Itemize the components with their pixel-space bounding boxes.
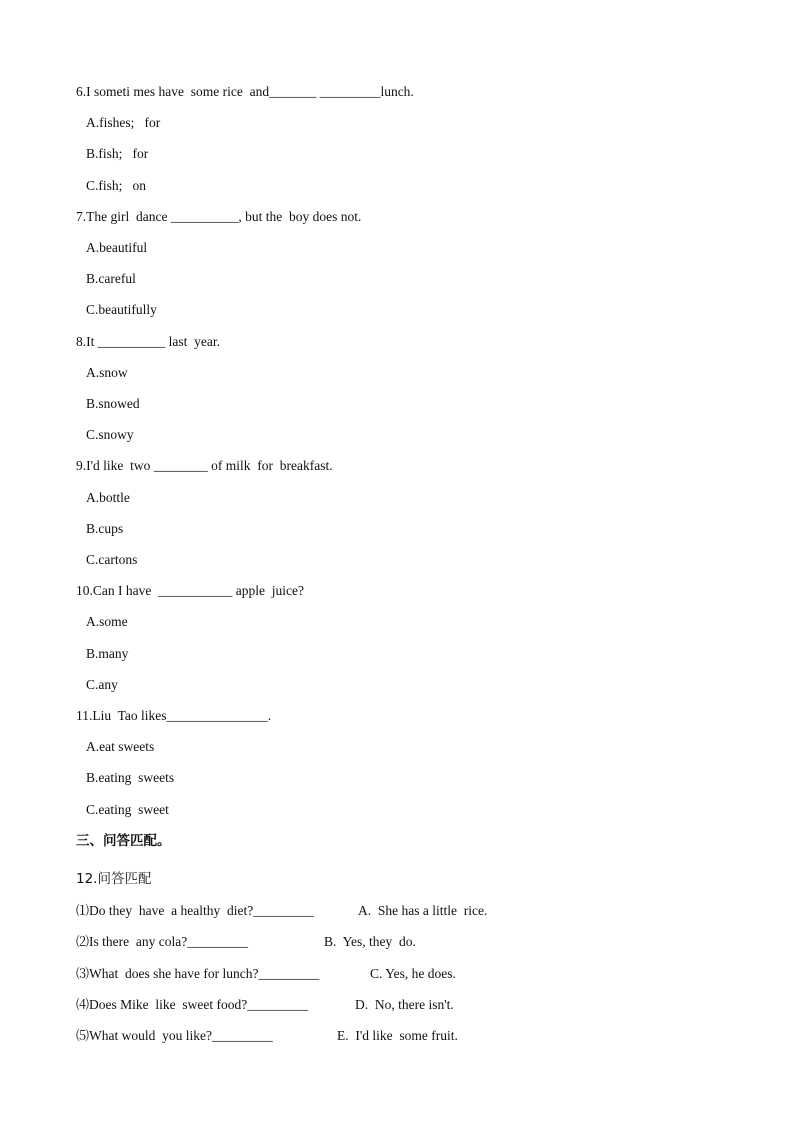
match-answer: E. I'd like some fruit.	[337, 1028, 458, 1043]
option-b: B.snowed	[86, 396, 140, 411]
option-a: A.bottle	[86, 490, 130, 505]
match-answer: A. She has a little rice.	[358, 903, 488, 918]
option-b: B.eating sweets	[86, 770, 175, 785]
option-a: A.fishes; for	[86, 115, 161, 130]
item-number: ⑵	[76, 935, 90, 950]
question-text: Does Mike like sweet food?_________	[89, 997, 308, 1012]
option-c: C.cartons	[86, 552, 138, 567]
option-c: C.beautifully	[86, 302, 157, 317]
option-c: C.any	[86, 677, 118, 692]
option-c: C.eating sweet	[86, 802, 169, 817]
option-c: C.snowy	[86, 427, 134, 442]
option-b: B.careful	[86, 271, 136, 286]
question-text: What would you like?_________	[89, 1028, 273, 1043]
question-stem: 8.It __________ last year.	[76, 334, 220, 349]
match-answer: D. No, there isn't.	[355, 997, 454, 1012]
question-text: Is there any cola?_________	[89, 934, 248, 949]
section-subtitle: 12.问答匹配	[76, 871, 152, 887]
item-number: ⑴	[76, 904, 90, 919]
question-stem: 7.The girl dance __________, but the boy does not.	[76, 209, 362, 224]
question-text: What does she have for lunch?_________	[89, 966, 320, 981]
question-stem: 10.Can I have ___________ apple juice?	[76, 583, 304, 598]
option-b: B.cups	[86, 521, 124, 536]
match-question	[76, 995, 308, 1016]
match-question	[76, 1026, 273, 1047]
option-a: A.beautiful	[86, 240, 148, 255]
option-a: A.eat sweets	[86, 739, 155, 754]
option-a: A.some	[86, 614, 128, 629]
question-stem: 11.Liu Tao likes_______________.	[76, 708, 272, 723]
item-number: ⑶	[76, 967, 90, 982]
question-text: Do they have a healthy diet?_________	[89, 903, 314, 918]
match-answer: B. Yes, they do.	[324, 934, 416, 949]
section-heading: 三、问答匹配。	[76, 833, 171, 849]
item-number: ⑸	[76, 1029, 90, 1044]
match-question	[76, 932, 248, 953]
question-stem: 9.I'd like two ________ of milk for breakfast.	[76, 458, 333, 473]
option-a: A.snow	[86, 365, 128, 380]
item-number: ⑷	[76, 998, 90, 1013]
question-stem: 6.I someti mes have some rice and_______ _________lunch.	[76, 84, 414, 99]
match-question	[76, 901, 314, 922]
option-b: B.many	[86, 646, 129, 661]
option-c: C.fish; on	[86, 178, 147, 193]
match-answer: C. Yes, he does.	[370, 966, 456, 981]
match-question	[76, 964, 319, 985]
option-b: B.fish; for	[86, 146, 149, 161]
